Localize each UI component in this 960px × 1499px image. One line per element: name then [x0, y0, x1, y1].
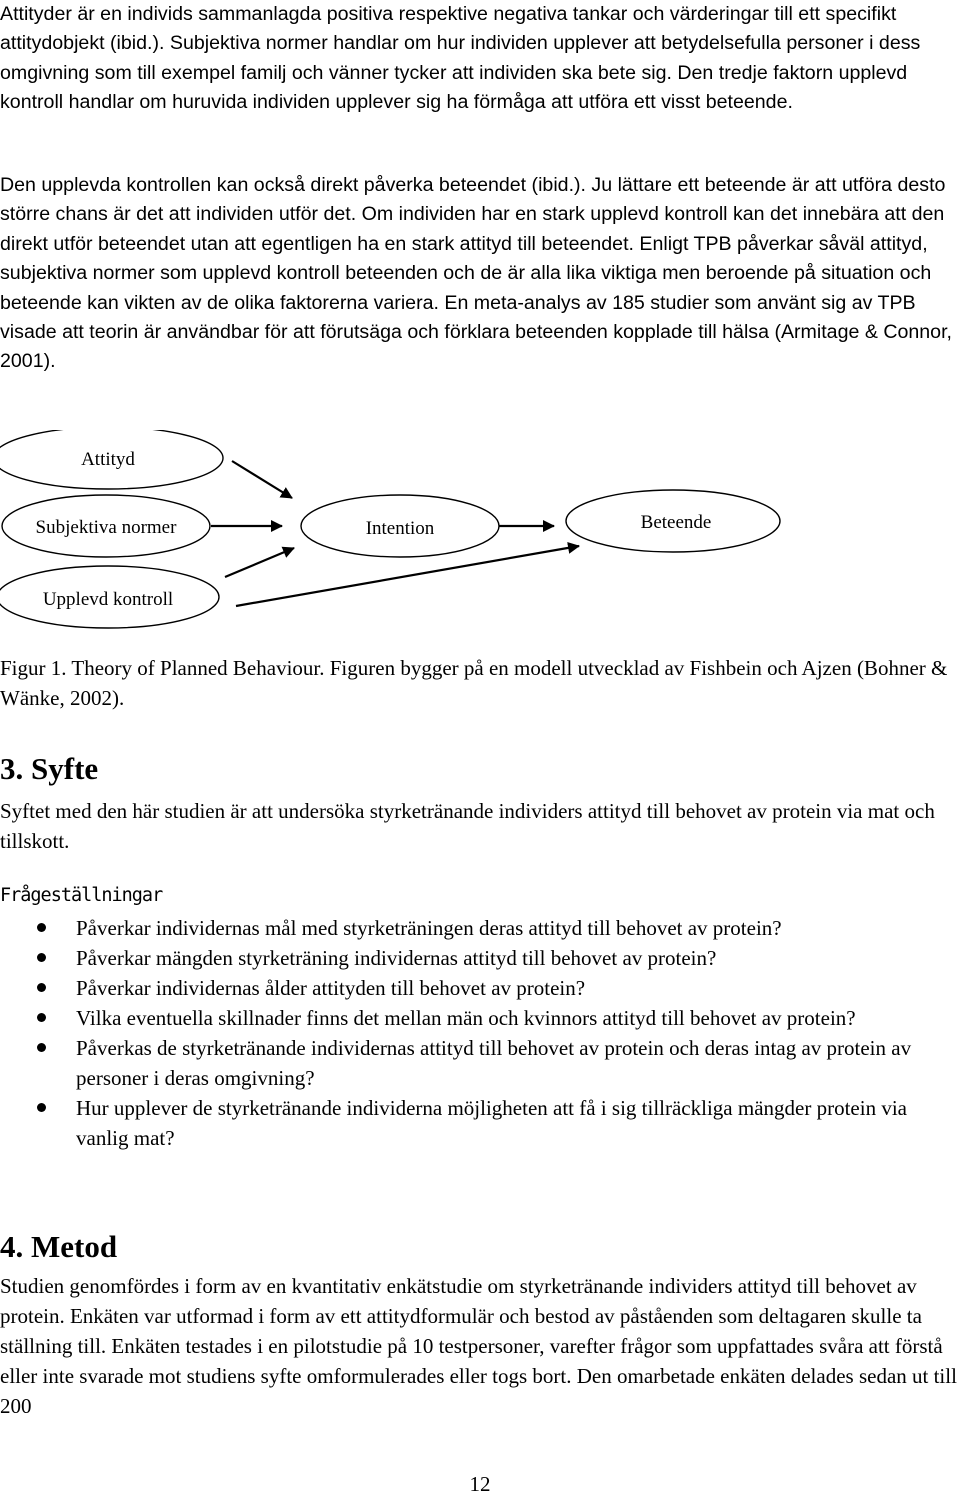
paragraph-syfte: Syftet med den här studien är att undersöka styrketränande individers attityd till behovet av protein via mat och tillskott. [0, 799, 935, 853]
list-item-text: Påverkar individernas ålder attityden till behovet av protein? [76, 976, 586, 1000]
list-item-text: Påverkar individernas mål med styrketräningen deras attityd till behovet av protein? [76, 916, 782, 940]
section-heading-syfte: 3. Syfte [0, 751, 99, 786]
page-number: 12 [469, 1472, 491, 1496]
list-item [0, 913, 960, 943]
bullet-icon [37, 1043, 46, 1052]
list-item [0, 973, 960, 1003]
arrow-attityd-intention [232, 461, 292, 498]
arrow-kontroll-intention [225, 548, 294, 577]
list-item [0, 1033, 960, 1093]
list-item [0, 1093, 960, 1153]
list-item [0, 943, 960, 973]
tpb-diagram [0, 430, 960, 630]
node-attityd [0, 430, 223, 489]
node-beteende [566, 490, 780, 552]
list-item [0, 1003, 960, 1033]
node-beteende-label: Beteende [640, 512, 712, 533]
node-subjektiva-normer [2, 495, 210, 557]
figure-caption: Figur 1. Theory of Planned Behaviour. Figuren bygger på en modell utvecklad av Fishbein och Ajzen (Bohner & Wänke, 2002). [0, 656, 948, 710]
list-item-text: Påverkas de styrketränande individernas attityd till behovet av protein och deras intag av protein av personer i deras omgivning? [76, 1036, 912, 1090]
bullet-icon [37, 1103, 46, 1112]
paragraph-perceived-control: Den upplevda kontrollen kan också direkt påverka beteendet (ibid.). Ju lättare ett beteende är att utföra desto större chans är det att individen utför det. Om individen har en stark upplevd kontroll kan det innebära att den direkt utför beteendet utan att egentligen ha en stark attityd till beteendet. Enligt TPB påverkar såväl attityd, subjektiva normer som upplevd kontroll beteenden och de är alla lika viktiga men beroende på situation och beteende kan vikten av de olika faktorerna variera. En meta-analys av 185 studier som använt sig av TPB visade att teorin är användbar för att förutsäga och förklara beteenden kopplade till hälsa (Armitage & Connor, 2001). [0, 174, 952, 373]
node-subjektiva-normer-label: Subjektiva normer [35, 517, 177, 538]
bullet-icon [37, 953, 46, 962]
node-attityd-label: Attityd [81, 449, 135, 470]
section-heading-metod: 4. Metod [0, 1229, 118, 1264]
bullet-icon [37, 1013, 46, 1022]
node-intention-label: Intention [365, 518, 435, 539]
paragraph-metod: Studien genomfördes i form av en kvantitativ enkätstudie om styrketränande individers attityd till behovet av protein. Enkäten var utformad i form av ett attitydformulär och bestod av påståenden som deltagaren skulle ta ställning till. Enkäten testades i en pilotstudie på 10 testpersoner, varefter frågor som uppfattades svåra att förstå eller inte svarade mot studiens syfte omformulerades eller togs bort. Den omarbetade enkäten delades sedan ut till 200 [0, 1274, 957, 1418]
node-intention [301, 495, 499, 557]
bullet-icon [37, 923, 46, 932]
node-upplevd-kontroll [0, 566, 219, 628]
research-questions-list [0, 913, 960, 1153]
list-item-text: Hur upplever de styrketränande individerna möjligheten att få i sig tillräckliga mängder protein via vanlig mat? [76, 1096, 907, 1150]
bullet-icon [37, 983, 46, 992]
paragraph-attitudes: Attityder är en individs sammanlagda positiva respektive negativa tankar och värderingar till ett specifikt attitydobjekt (ibid.). Subjektiva normer handlar om hur individen upplever att betydelsefulla personer i dess omgivning som till exempel familj och vänner tycker att individen ska bete sig. Den tredje faktorn upplevd kontroll handlar om huruvida individen upplever sig ha förmåga att utföra ett visst beteende. [0, 3, 921, 114]
subheading-fragestallningar: Frågeställningar [0, 885, 163, 906]
list-item-text: Påverkar mängden styrketräning individernas attityd till behovet av protein? [76, 946, 717, 970]
node-upplevd-kontroll-label: Upplevd kontroll [42, 589, 174, 610]
list-item-text: Vilka eventuella skillnader finns det mellan män och kvinnors attityd till behovet av protein? [76, 1006, 856, 1030]
